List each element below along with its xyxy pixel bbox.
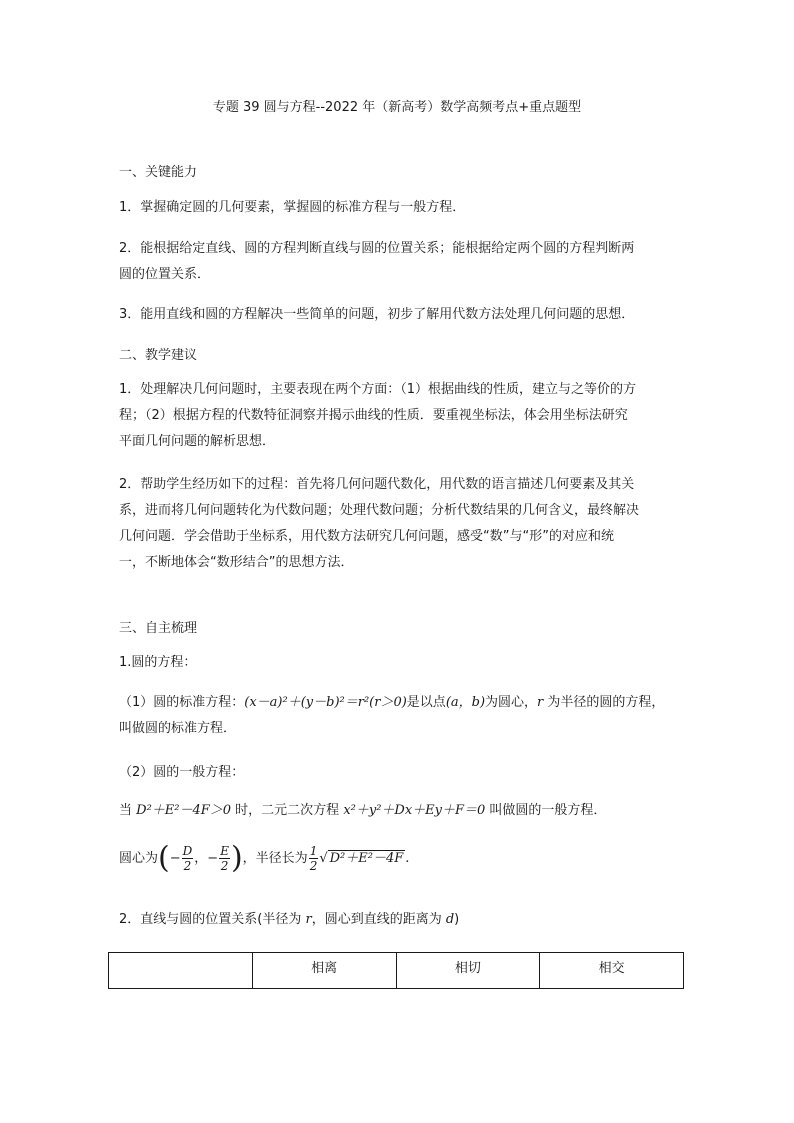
section3-heading: 三、自主梳理 — [119, 621, 198, 636]
standard-equation-paragraph — [119, 690, 691, 742]
left-paren: ( — [158, 840, 170, 876]
frac1-den: 2 — [183, 859, 192, 873]
table-header-empty — [109, 953, 253, 989]
section1-item2-line1: 2．能根据给定直线、圆的方程判断直线与圆的位置关系；能根据给定两个圆的方程判断两 — [119, 241, 635, 256]
minus-sign-2: − — [207, 851, 219, 866]
gen-mid: 时，二元二次方程 — [231, 803, 344, 818]
table-header-row — [109, 953, 684, 989]
radius-frac-den: 2 — [309, 859, 318, 873]
sqrt-symbol: √ — [319, 851, 328, 866]
gen-condition: D²＋E²－4F＞0 — [136, 803, 232, 818]
section2-item1 — [119, 377, 691, 455]
center-prefix: 圆心为 — [119, 851, 159, 866]
section1-item2-line2: 圆的位置关系． — [119, 267, 211, 282]
comma: ， — [194, 851, 208, 866]
sub2-r: r — [305, 912, 312, 927]
section2-item2-line4: 一，不断地体会“数形结合”的思想方法． — [119, 555, 354, 570]
section1-item1: 1．掌握确定圆的几何要素，掌握圆的标准方程与一般方程． — [119, 200, 466, 215]
general-equation-paragraph — [119, 798, 691, 824]
table-header-separate: 相离 — [252, 953, 396, 989]
radius-end: . — [405, 851, 410, 866]
radius-fraction — [309, 844, 319, 873]
section1-heading: 一、关键能力 — [119, 165, 198, 180]
radius-sqrt: D²＋E²－4F — [329, 851, 404, 866]
radius-frac-num: 1 — [309, 844, 318, 858]
section2-item1-line2: 程；（2）根据方程的代数特征洞察并揭示曲线的性质．要重视坐标法，体会用坐标法研究 — [119, 408, 628, 423]
section2-item1-line3: 平面几何问题的解析思想． — [119, 434, 276, 449]
section1-item2 — [119, 236, 691, 288]
right-paren: ) — [230, 840, 243, 876]
section2-item2-line2: 系，进而将几何问题转化为代数问题；处理代数问题；分析代数结果的几何含义，最终解决 — [119, 503, 640, 518]
std-point: (a，b) — [445, 695, 486, 710]
center-y-fraction — [219, 844, 230, 873]
section2-item2-line3: 几何问题．学会借助于坐标系，用代数方法研究几何问题，感受“数”与“形”的对应和统 — [119, 529, 614, 544]
gen-suffix: 叫做圆的一般方程． — [485, 803, 607, 818]
std-prefix: （1）圆的标准方程： — [119, 695, 245, 710]
std-suffix2: 为圆心， — [485, 695, 538, 710]
section3-sub1: 1.圆的方程： — [119, 655, 197, 670]
gen-prefix: 当 — [119, 803, 137, 818]
section3-sub2 — [119, 907, 691, 933]
frac1-num: D — [182, 844, 193, 858]
section2-item2 — [119, 472, 691, 576]
section2-heading: 二、教学建议 — [119, 348, 198, 363]
table-header-tangent: 相切 — [396, 953, 540, 989]
line-circle-relation-table — [108, 952, 684, 989]
table-header-intersect: 相交 — [540, 953, 684, 989]
std-r: r — [537, 695, 544, 710]
std-suffix: 是以点 — [406, 695, 446, 710]
gen-equation: x²＋y²＋Dx＋Ey＋F＝0 — [343, 803, 486, 818]
std-suffix3: 为半径的圆的方程， — [543, 695, 665, 710]
std-line2: 叫做圆的标准方程． — [119, 721, 237, 736]
minus-sign-1: − — [169, 851, 181, 866]
frac2-den: 2 — [220, 859, 229, 873]
center-radius-line — [119, 842, 691, 876]
document-title: 专题 39 圆与方程--2022 年（新高考）数学高频考点+重点题型 — [212, 100, 582, 115]
radius-prefix: ，半径长为 — [242, 851, 308, 866]
sub2-prefix: 2．直线与圆的位置关系(半径为 — [119, 912, 306, 927]
section1-item3: 3．能用直线和圆的方程解决一些简单的问题，初步了解用代数方法处理几何问题的思想． — [119, 307, 635, 322]
frac2-num: E — [220, 844, 229, 858]
sub2-end: ) — [454, 912, 460, 927]
section2-item2-line1: 2．帮助学生经历如下的过程：首先将几何问题代数化，用代数的语言描述几何要素及其关 — [119, 477, 635, 492]
sub2-mid: ，圆心到直线的距离为 — [311, 912, 446, 927]
center-x-fraction — [182, 844, 194, 873]
general-equation-heading: （2）圆的一般方程： — [119, 765, 245, 780]
sub2-d: d — [445, 912, 455, 927]
std-formula: (x－a)²＋(y－b)²＝r²(r＞0) — [244, 695, 407, 710]
section2-item1-line1: 1．处理解决几何问题时，主要表现在两个方面：（1）根据曲线的性质，建立与之等价的方 — [119, 382, 637, 397]
